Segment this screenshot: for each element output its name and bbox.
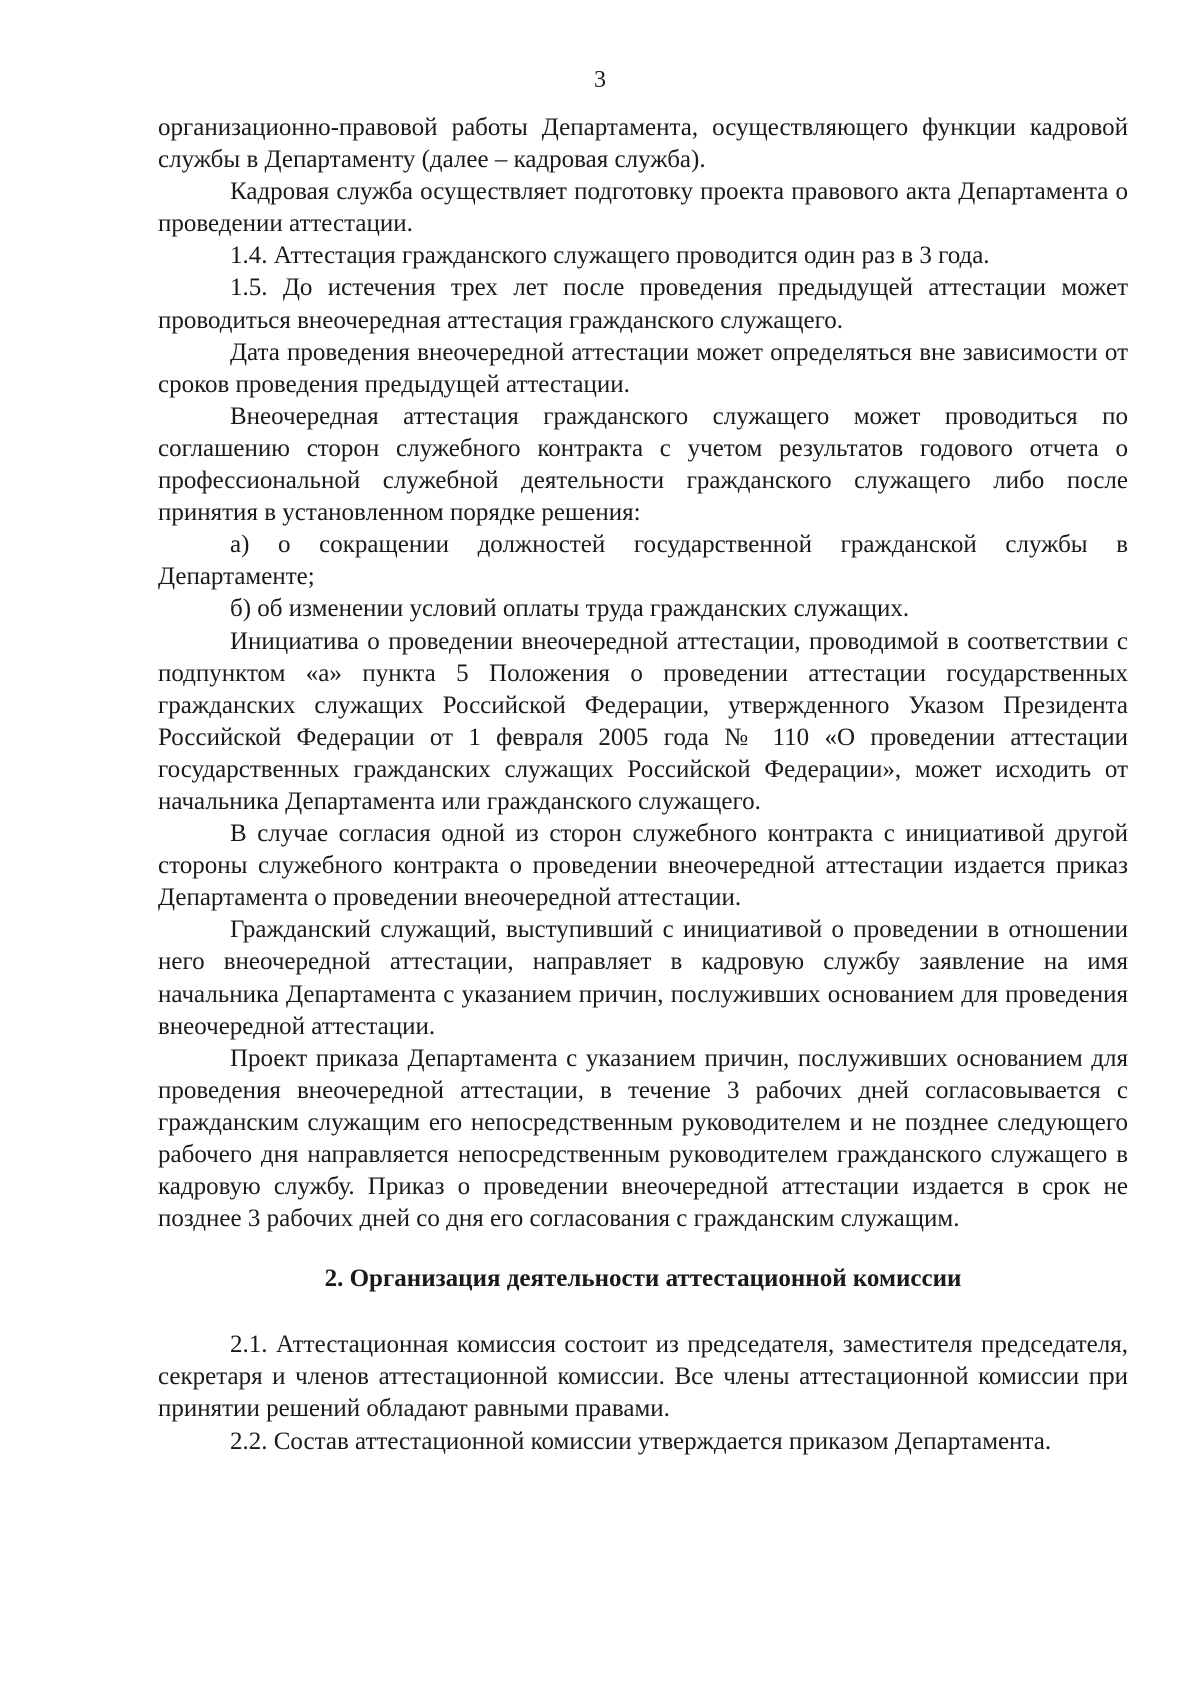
document-body — [158, 112, 1128, 1458]
paragraph: 1.5. До истечения трех лет после проведения предыдущей аттестации может проводиться внеочередная аттестация гражданского служащего. — [158, 274, 1128, 334]
paragraph: а) о сокращении должностей государственной гражданской службы в Департаменте; — [158, 531, 1128, 591]
paragraph: 2.2. Состав аттестационной комиссии утверждается приказом Департамента. — [230, 1427, 1052, 1455]
paragraph: б) об изменении условий оплаты труда гражданских служащих. — [230, 595, 910, 623]
paragraph: 1.4. Аттестация гражданского служащего проводится один раз в 3 года. — [230, 242, 990, 270]
paragraph: 2.1. Аттестационная комиссия состоит из председателя, заместителя председателя, секретаря и членов аттестационной комиссии. Все члены аттестационной комиссии при принятии решений обладают равными правами. — [158, 1331, 1128, 1423]
paragraph-continuation: организационно-правовой работы Департамента, осуществляющего функции кадровой службы в Департаменту (далее – кадровая служба). — [158, 114, 1128, 174]
paragraph: Инициатива о проведении внеочередной аттестации, проводимой в соответствии с подпунктом «а» пункта 5 Положения о проведении аттестации государственных гражданских служащих Российской Федерации, утвержденного Указом Президента Российской Федерации от 1 февраля 2005 года № 110 «О проведении аттестации государственных гражданских служащих Российской Федерации», может исходить от начальника Департамента или гражданского служащего. — [158, 627, 1128, 815]
paragraph: Кадровая служба осуществляет подготовку проекта правового акта Департамента о проведении аттестации. — [158, 178, 1128, 238]
page-number: 3 — [594, 67, 606, 93]
paragraph: В случае согласия одной из сторон служебного контракта с инициативой другой стороны служебного контракта о проведении внеочередной аттестации издается приказ Департамента о проведении внеочередной аттестации. — [158, 820, 1128, 912]
paragraph: Проект приказа Департамента с указанием причин, послуживших основанием для проведения внеочередной аттестации, в течение 3 рабочих дней согласовывается с гражданским служащим его непосредственным руководителем и не позднее следующего рабочего дня направляется непосредственным руководителем гражданского служащего в кадровую службу. Приказ о проведении внеочередной аттестации издается в срок не позднее 3 рабочих дней со дня его согласования с гражданским служащим. — [158, 1044, 1128, 1233]
paragraph: Внеочередная аттестация гражданского служащего может проводиться по соглашению сторон служебного контракта с учетом результатов годового отчета о профессиональной служебной деятельности гражданского служащего либо после принятия в установленном порядке решения: — [158, 402, 1128, 527]
paragraph: Дата проведения внеочередной аттестации может определяться вне зависимости от сроков проведения предыдущей аттестации. — [158, 338, 1128, 398]
section-heading: 2. Организация деятельности аттестационной комиссии — [324, 1265, 962, 1293]
paragraph: Гражданский служащий, выступивший с инициативой о проведении в отношении него внеочередной аттестации, направляет в кадровую службу заявление на имя начальника Департамента с указанием причин, послуживших основанием для проведения внеочередной аттестации. — [158, 916, 1128, 1040]
